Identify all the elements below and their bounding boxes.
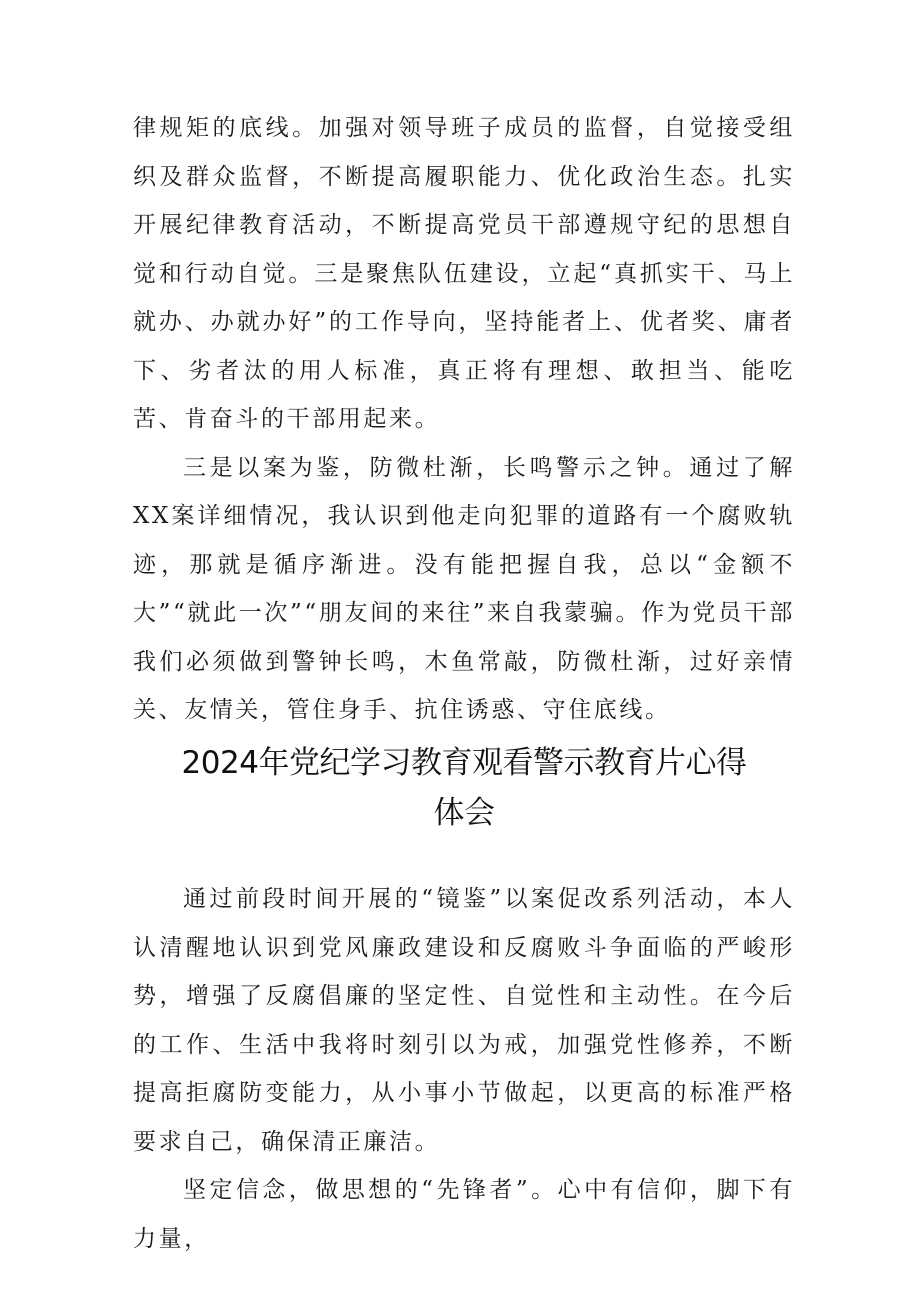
paragraph: 坚定信念，做思想的“先锋者”。心中有信仰，脚下有力量， [133,1177,795,1252]
article-title-line-2: 体会 [433,795,495,831]
article-title-line-1: 2024年党纪学习教育观看警示教育片心得 [181,745,747,781]
paragraph: 律规矩的底线。加强对领导班子成员的监督，自觉接受组织及群众监督，不断提高履职能力、优化政治生态。扎实开展纪律教育活动，不断提高党员干部遵规守纪的思想自觉和行动自觉。三是聚焦队伍建设，立起“真抓实干、马上就办、办就办好”的工作导向，坚持能者上、优者奖、庸者下、劣者汰的用人标准，真正将有理想、敢担当、能吃苦、肯奋斗的干部用起来。 [133,115,795,432]
article-title [133,738,795,838]
section-continued-text [133,104,795,735]
paragraph: 通过前段时间开展的“镜鉴”以案促改系列活动，本人认清醒地认识到党风廉政建设和反腐败斗争面临的严峻形势，增强了反腐倡廉的坚定性、自觉性和主动性。在今后的工作、生活中我将时刻引以为戒，加强党性修养，不断提高拒腐防变能力，从小事小节做起，以更高的标准严格要求自己，确保清正廉洁。 [133,886,795,1155]
paragraph: 三是以案为鉴，防微杜渐，长鸣警示之钟。通过了解XX案详细情况，我认识到他走向犯罪的道路有一个腐败轨迹，那就是循序渐进。没有能把握自我，总以“金额不大”“就此一次”“朋友间的来往”来自我蒙骗。作为党员干部我们必须做到警钟长鸣，木鱼常敲，防微杜渐，过好亲情关、友情关，管住身手、抗住诱惑、守住底线。 [133,454,795,723]
article-body [133,875,795,1263]
